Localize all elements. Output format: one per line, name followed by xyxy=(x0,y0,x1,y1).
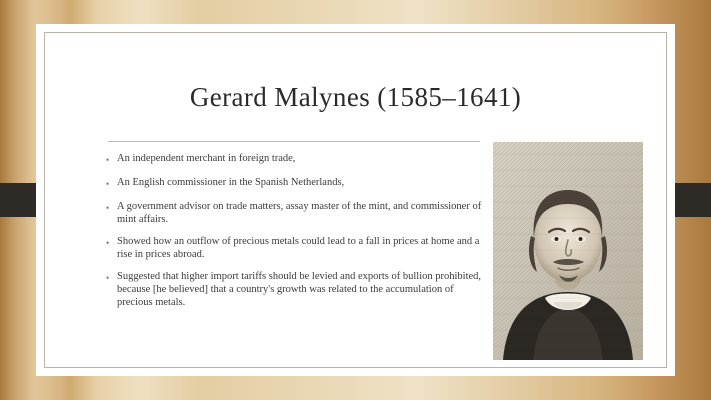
list-item-text: A government advisor on trade matters, assay master of the mint, and commissioner of mint affairs. xyxy=(117,201,482,225)
title-divider xyxy=(108,141,480,142)
page-title: Gerard Malynes (1585–1641) xyxy=(189,82,522,112)
list-item-text: An independent merchant in foreign trade, xyxy=(117,153,296,164)
list-item-text: Suggested that higher import tariffs should be levied and exports of bullion prohibited, because [he believed] that a country's growth was related to the accumulation of precious metals. xyxy=(117,271,482,308)
list-item xyxy=(106,270,486,309)
bullet-dot-icon: • xyxy=(106,155,110,165)
list-item xyxy=(106,235,486,261)
list-item xyxy=(106,152,486,167)
bullet-dot-icon: • xyxy=(106,179,110,189)
portrait-image xyxy=(493,142,643,360)
list-item-text: An English commissioner in the Spanish Netherlands, xyxy=(117,177,345,188)
bullet-dot-icon: • xyxy=(106,273,110,283)
bullet-list xyxy=(106,152,486,318)
list-item-text: Showed how an outflow of precious metals could lead to a fall in prices at home and a rise in prices abroad. xyxy=(117,236,480,260)
list-item xyxy=(106,200,486,226)
bullet-dot-icon: • xyxy=(106,238,110,248)
list-item xyxy=(106,176,486,191)
slide-card xyxy=(36,24,675,376)
bullet-dot-icon: • xyxy=(106,203,110,213)
